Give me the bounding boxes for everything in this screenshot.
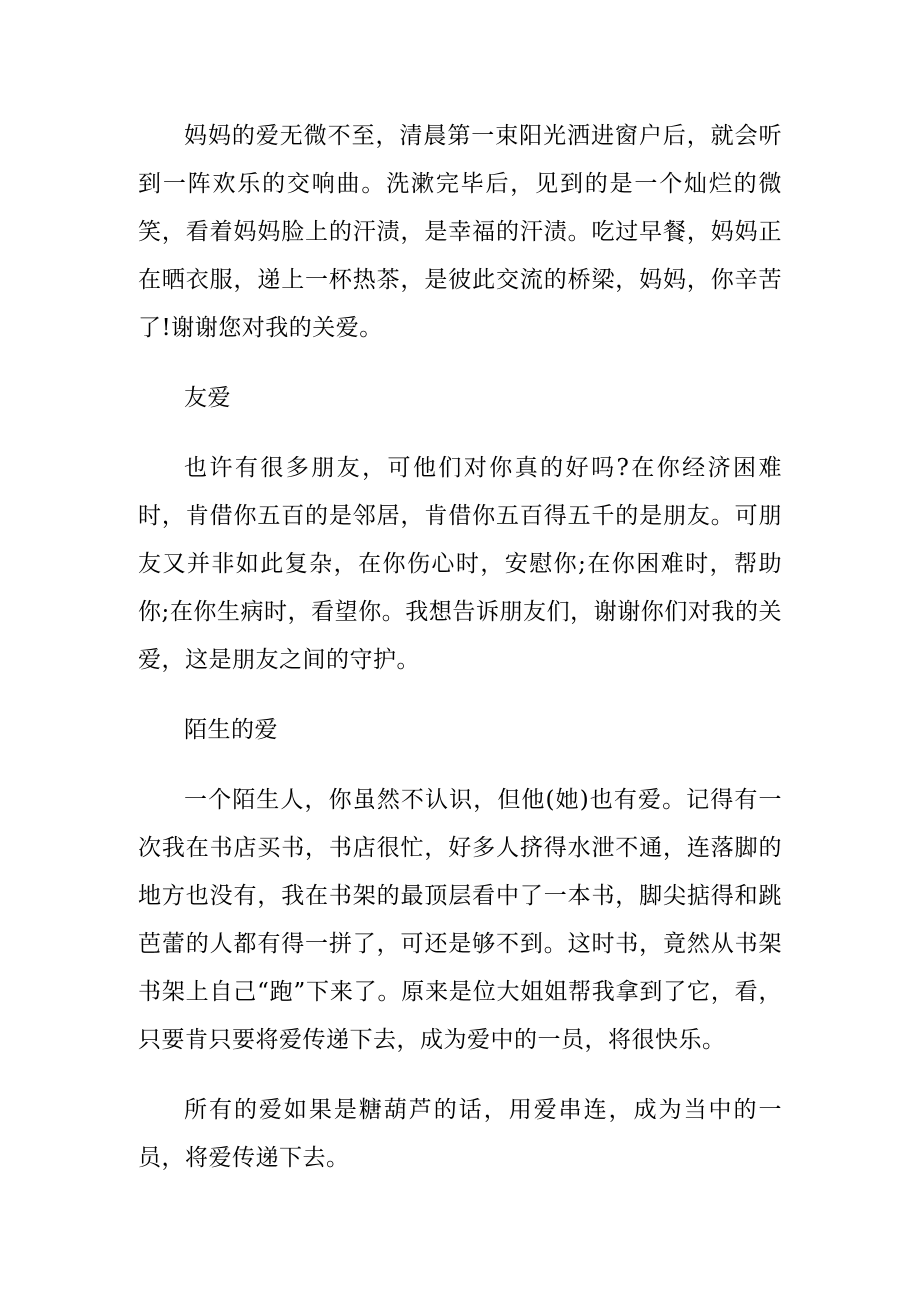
- paragraph-friendship: 也许有很多朋友，可他们对你真的好吗?在你经济困难时，肯借你五百的是邻居，肯借你五百得五千的是朋友。可朋友又并非如此复杂，在你伤心时，安慰你;在你困难时，帮助你;在你生病时，看望你。我想告诉朋友们，谢谢你们对我的关爱，这是朋友之间的守护。: [138, 455, 782, 673]
- section-heading-friendship: 友爱: [184, 385, 231, 411]
- document-page: [138, 112, 782, 1182]
- section-heading-stranger-love: 陌生的爱: [184, 717, 278, 743]
- paragraph-stranger-love: 一个陌生人，你虽然不认识，但他(她)也有爱。记得有一次我在书店买书，书店很忙，好多人挤得水泄不通，连落脚的地方也没有，我在书架的最顶层看中了一本书，脚尖掂得和跳芭蕾的人都有得一拼了，可还是够不到。这时书，竟然从书架书架上自己“跑”下来了。原来是位大姐姐帮我拿到了它，看，只要肯只要将爱传递下去，成为爱中的一员，将很快乐。: [138, 787, 782, 1053]
- paragraph-mother-love: 妈妈的爱无微不至，清晨第一束阳光洒进窗户后，就会听到一阵欢乐的交响曲。洗漱完毕后，见到的是一个灿烂的微笑，看着妈妈脸上的汗渍，是幸福的汗渍。吃过早餐，妈妈正在晒衣服，递上一杯热茶，是彼此交流的桥梁，妈妈，你辛苦了!谢谢您对我的关爱。: [138, 123, 782, 341]
- paragraph-conclusion: 所有的爱如果是糖葫芦的话，用爱串连，成为当中的一员，将爱传递下去。: [138, 1097, 782, 1171]
